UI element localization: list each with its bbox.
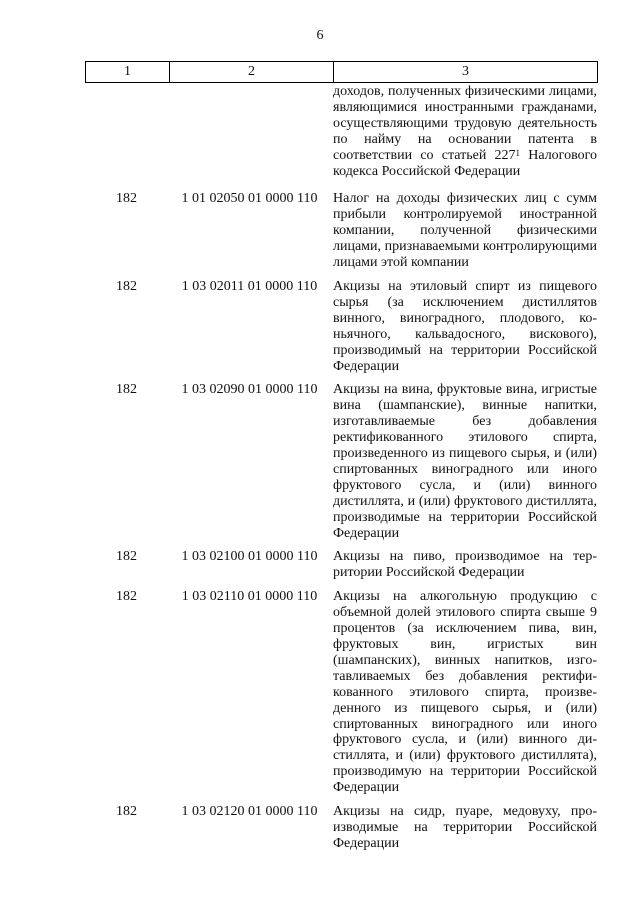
admin-code: 182 — [116, 382, 137, 398]
column-header-2: 2 — [170, 62, 334, 82]
income-description: Акцизы на этиловый спирт из пищевого сырья (за исключением дистиллятов винного, виноградного, плодового, коньячного, кальвадосного, вискового), производимый на территории Российской Федерации — [333, 278, 597, 374]
admin-code: 182 — [116, 191, 137, 207]
budget-code: 1 03 02011 01 0000 110 — [181, 278, 318, 294]
admin-code: 182 — [116, 278, 137, 294]
table-row — [85, 549, 598, 581]
table-body — [85, 84, 598, 860]
table-header — [85, 61, 598, 83]
income-description: Акцизы на алкогольную продукцию с объемной долей этилового спирта свыше 9 процентов (за исключением пива, вин, фруктовых вин, игристых вин (шампанских), винных напитков, изготавливаемых без добавления ректификованного этилового спирта, произведенного из пищевого сырья, и (или) спиртованных виноградного или иного фруктового сусла, и (или) винного дистиллята, и (или) фруктового дистиллята), производимую на территории Российской Федерации — [333, 589, 597, 796]
column-header-3: 3 — [462, 64, 469, 79]
table-row — [85, 589, 598, 796]
table-row — [85, 191, 598, 271]
budget-code: 1 03 02100 01 0000 110 — [181, 549, 318, 565]
admin-code: 182 — [116, 549, 137, 565]
income-description: Акцизы на пиво, производимое на территории Российской Федерации — [333, 549, 597, 581]
income-description: Акцизы на сидр, пуаре, медовуху, производимые на территории Российской Федерации — [333, 804, 597, 851]
admin-code: 182 — [116, 804, 137, 820]
table-row — [85, 382, 598, 541]
budget-code: 1 01 02050 01 0000 110 — [181, 191, 318, 207]
page-number: 6 — [316, 28, 324, 43]
continuation-description: доходов, полученных физическими лицами, являющимися иностранными гражданами, осуществляющими трудовую деятельность по найму на основании патента в соответствии со статьей $227^1$ Налогового кодекса Российской Федерации — [333, 84, 597, 179]
table-row — [85, 279, 598, 374]
admin-code: 182 — [116, 589, 137, 605]
budget-code: 1 03 02110 01 0000 110 — [181, 589, 318, 605]
column-header-1: 1 — [86, 62, 170, 82]
income-description: Налог на доходы физических лиц с сумм прибыли контролируемой иностранной компании, полученной физическими лицами, признаваемыми контролирующими лицами этой компании — [333, 191, 597, 271]
income-description: Акцизы на вина, фруктовые вина, игристые вина (шампанские), винные напитки, изготавливаемые без добавления ректификованного этилового спирта, произведенного из пищевого сырья, и (или) спиртованных виноградного или иного фруктового сусла, и (или) винного дистиллята, и (или) фруктового дистиллята, производимые на территории Российской Федерации — [333, 382, 597, 541]
superscript: 1 — [515, 147, 521, 158]
continuation-row — [85, 84, 598, 179]
table-row — [85, 804, 598, 852]
budget-code: 1 03 02120 01 0000 110 — [181, 804, 318, 820]
budget-code: 1 03 02090 01 0000 110 — [181, 382, 318, 398]
